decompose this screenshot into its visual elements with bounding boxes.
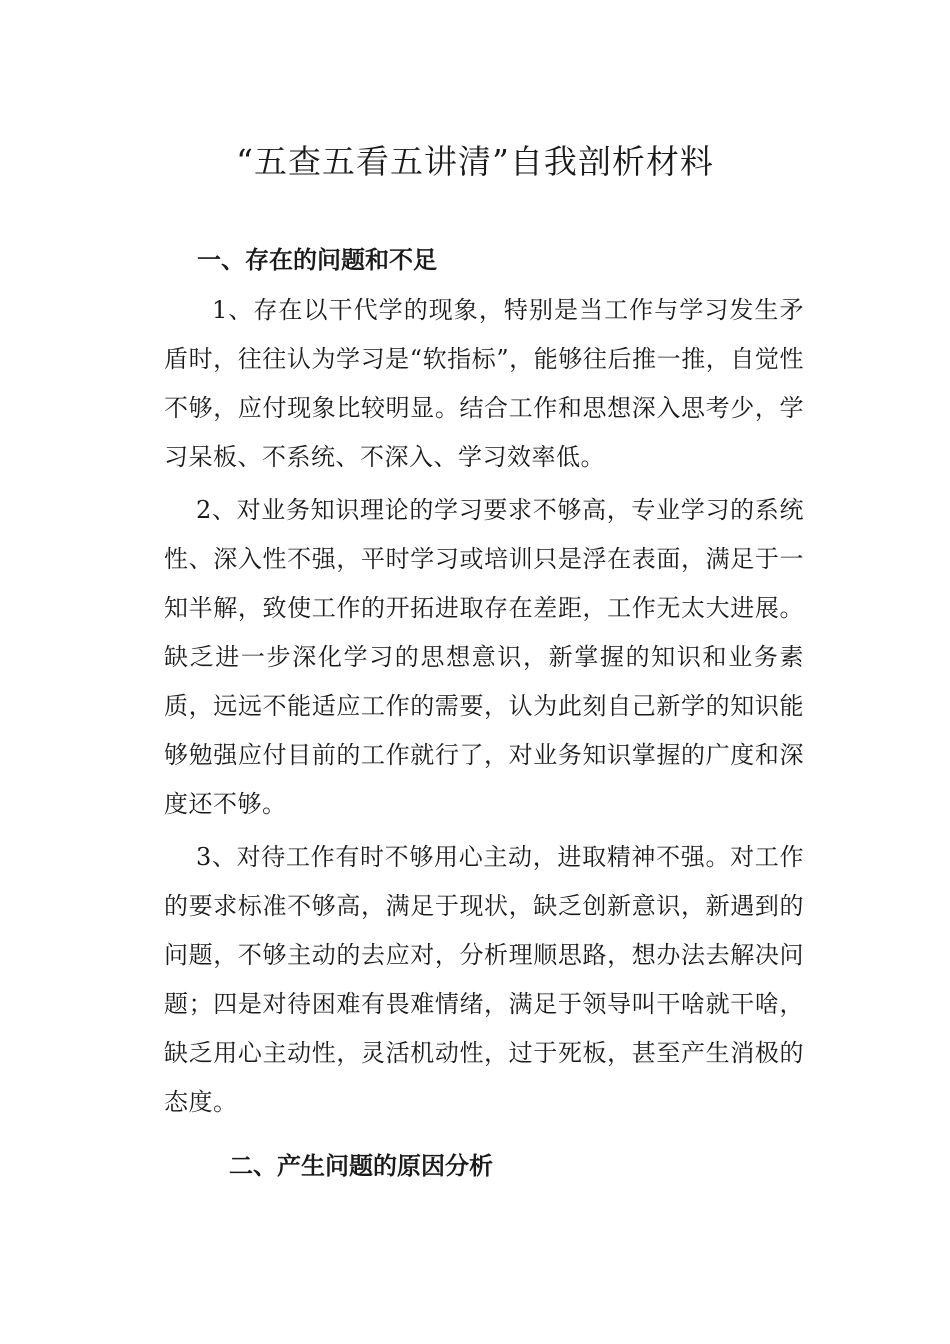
document-title: “五查五看五讲清”自我剖析材料 [236, 142, 714, 181]
section-heading-causes: 二、产生问题的原因分析 [229, 1152, 493, 1180]
section-heading-problems: 一、存在的问题和不足 [197, 246, 437, 274]
paragraph-2: 2、对业务知识理论的学习要求不够高，专业学习的系统性、深入性不强，平时学习或培训只是浮在表面，满足于一知半解，致使工作的开拓进取存在差距，工作无太大进展。缺乏进一步深化学习的思想意识，新掌握的知识和业务素质，远远不能适应工作的需要，认为此刻自己新学的知识能够勉强应付目前的工作就行了，对业务知识掌握的广度和深度还不够。 [164, 496, 804, 818]
paragraph-3: 3、对待工作有时不够用心主动，进取精神不强。对工作的要求标准不够高，满足于现状，缺乏创新意识，新遇到的问题，不够主动的去应对，分析理顺思路，想办法去解决问题；四是对待困难有畏难情绪，满足于领导叫干啥就干啥，缺乏用心主动性，灵活机动性，过于死板，甚至产生消极的态度。 [164, 843, 804, 1116]
paragraph-1: 1、存在以干代学的现象，特别是当工作与学习发生矛盾时，往往认为学习是“软指标”，能够往后推一推，自觉性不够，应付现象比较明显。结合工作和思想深入思考少，学习呆板、不系统、不深入、学习效率低。 [164, 296, 804, 471]
